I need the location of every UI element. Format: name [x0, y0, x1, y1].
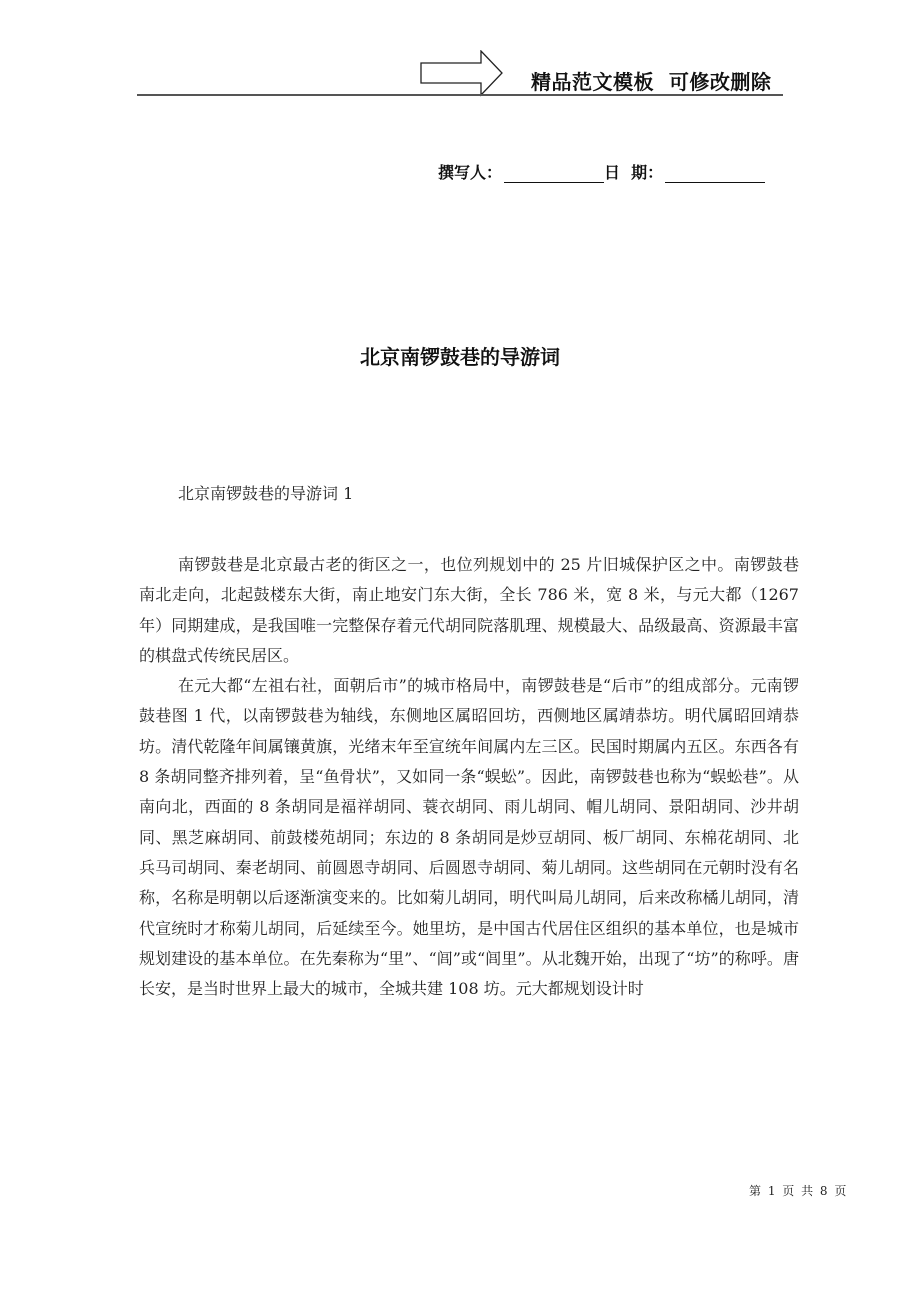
document-body — [139, 550, 799, 1004]
author-label: 撰写人： — [438, 163, 503, 182]
date-label: 日 期： — [604, 163, 664, 182]
document-title: 北京南锣鼓巷的导游词 — [360, 345, 560, 369]
author-field[interactable] — [504, 164, 604, 183]
author-date-line — [438, 160, 765, 183]
paragraph: 在元大都“左祖右社，面朝后市”的城市格局中，南锣鼓巷是“后市”的组成部分。元南锣鼓巷图 1 代，以南锣鼓巷为轴线，东侧地区属昭回坊，西侧地区属靖恭坊。明代属昭回靖恭坊。清代乾隆年间属镶黄旗，光绪末年至宣统年间属内左三区。民国时期属内五区。东西各有 8 条胡同整齐排列着，呈“鱼骨状”，又如同一条“蜈蚣”。因此，南锣鼓巷也称为“蜈蚣巷”。从南向北，西面的 8 条胡同是福祥胡同、蓑衣胡同、雨儿胡同、帽儿胡同、景阳胡同、沙井胡同、黑芝麻胡同、前鼓楼苑胡同；东边的 8 条胡同是炒豆胡同、板厂胡同、东棉花胡同、北兵马司胡同、秦老胡同、前圆恩寺胡同、后圆恩寺胡同、菊儿胡同。这些胡同在元朝时没有名称，名称是明朝以后逐渐演变来的。比如菊儿胡同，明代叫局儿胡同，后来改称橘儿胡同，清代宣统时才称菊儿胡同，后延续至今。她里坊，是中国古代居住区组织的基本单位，也是城市规划建设的基本单位。在先秦称为“里”、“闾”或“闾里”。从北魏开始，出现了“坊”的称呼。唐长安，是当时世界上最大的城市，全城共建 108 坊。元大都规划设计时 — [139, 676, 799, 999]
paragraph: 南锣鼓巷是北京最古老的街区之一，也位列规划中的 25 片旧城保护区之中。南锣鼓巷南北走向，北起鼓楼东大街，南止地安门东大街，全长 786 米，宽 8 米，与元大都（1267 年）同期建成，是我国唯一完整保存着元代胡同院落肌理、规模最大、品级最高、资源最丰富的棋盘式传统民居区。 — [139, 555, 799, 665]
header-title: 精品范文模板 可修改删除 — [531, 70, 772, 94]
header-divider — [137, 94, 783, 96]
page-number: 第 1 页 共 8 页 — [749, 1184, 847, 1198]
section-heading: 北京南锣鼓巷的导游词 1 — [178, 484, 354, 503]
date-field[interactable] — [665, 164, 765, 183]
right-arrow-outline-icon — [420, 50, 504, 98]
